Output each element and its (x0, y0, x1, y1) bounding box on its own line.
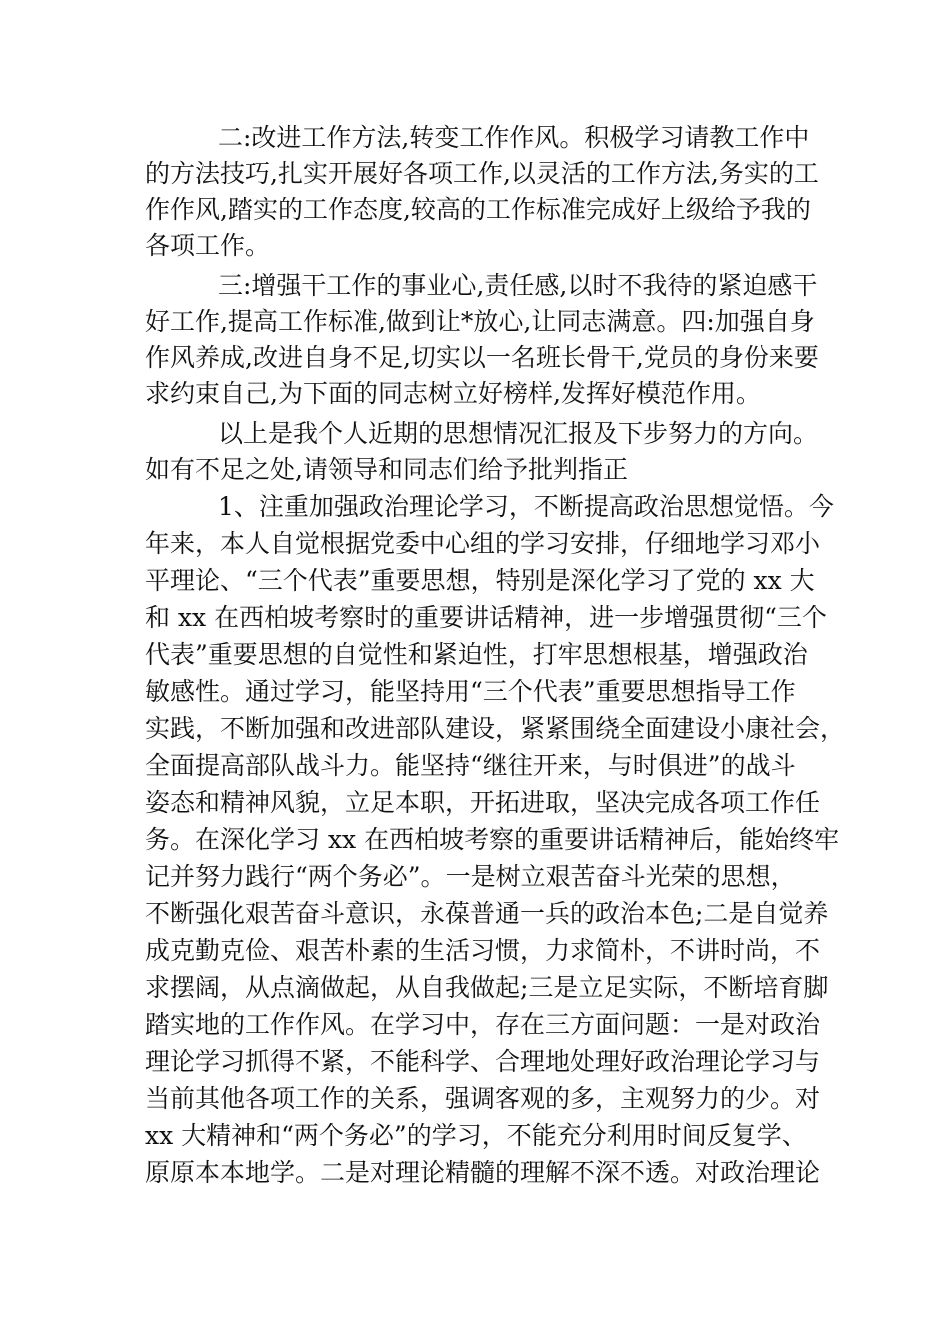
text-line: 求约束自己,为下面的同志树立好榜样,发挥好模范作用。 (145, 379, 761, 408)
text-line: 记并努力践行“两个务必”。一是树立艰苦奋斗光荣的思想， (145, 862, 796, 891)
text-line: 当前其他各项工作的关系，强调客观的多，主观努力的少。对 (145, 1084, 821, 1113)
text-line: 各项工作。 (145, 231, 271, 260)
text-line: 成克勤克俭、艰苦朴素的生活习惯，力求简朴，不讲时尚，不 (145, 936, 821, 965)
text-line: 1、注重加强政治理论学习，不断提高政治思想觉悟。今 (218, 492, 834, 521)
text-line: 如有不足之处,请领导和同志们给予批判指正 (145, 455, 628, 484)
text-line: 不断强化艰苦奋斗意识，永葆普通一兵的政治本色;二是自觉养 (145, 899, 829, 928)
text-line: 理论学习抓得不紧，不能科学、合理地处理好政治理论学习与 (145, 1047, 821, 1076)
text-line: 代表”重要思想的自觉性和紧迫性，打牢思想根基，增强政治 (145, 640, 808, 669)
text-line: 好工作,提高工作标准,做到让*放心,让同志满意。四:加强自身 (145, 307, 815, 336)
text-line: 全面提高部队战斗力。能坚持“继往开来，与时俱进”的战斗 (145, 751, 796, 780)
text-line: 姿态和精神风貌，立足本职，开拓进取，坚决完成各项工作任 (145, 788, 821, 817)
text-line: 实践，不断加强和改进部队建设，紧紧围绕全面建设小康社会， (145, 714, 846, 743)
text-line: 敏感性。通过学习，能坚持用“三个代表”重要思想指导工作 (145, 677, 796, 706)
text-line: 原原本本地学。二是对理论精髓的理解不深不透。对政治理论 (145, 1158, 821, 1187)
text-line: 的方法技巧,扎实开展好各项工作,以灵活的工作方法,务实的工 (145, 159, 819, 188)
text-line: 求摆阔，从点滴做起，从自我做起;三是立足实际，不断培育脚 (145, 973, 829, 1002)
text-line: xx 大精神和“两个务必”的学习，不能充分利用时间反复学、 (145, 1121, 807, 1150)
text-line: 三:增强干工作的事业心,责任感,以时不我待的紧迫感干 (218, 271, 818, 300)
text-line: 和 xx 在西柏坡考察时的重要讲话精神，进一步增强贯彻“三个 (145, 603, 827, 632)
text-line: 务。在深化学习 xx 在西柏坡考察的重要讲话精神后，能始终牢 (145, 825, 840, 854)
text-line: 以上是我个人近期的思想情况汇报及下步努力的方向。 (218, 419, 819, 448)
text-line: 踏实地的工作作风。在学习中，存在三方面问题：一是对政治 (145, 1010, 821, 1039)
text-line: 年来，本人自觉根据党委中心组的学习安排，仔细地学习邓小 (145, 529, 821, 558)
text-line: 平理论、“三个代表”重要思想，特别是深化学习了党的 xx 大 (145, 566, 815, 595)
text-line: 二:改进工作方法,转变工作作风。积极学习请教工作中 (218, 123, 810, 152)
text-line: 作作风,踏实的工作态度,较高的工作标准完成好上级给予我的 (145, 195, 811, 224)
text-line: 作风养成,改进自身不足,切实以一名班长骨干,党员的身份来要 (145, 343, 819, 372)
